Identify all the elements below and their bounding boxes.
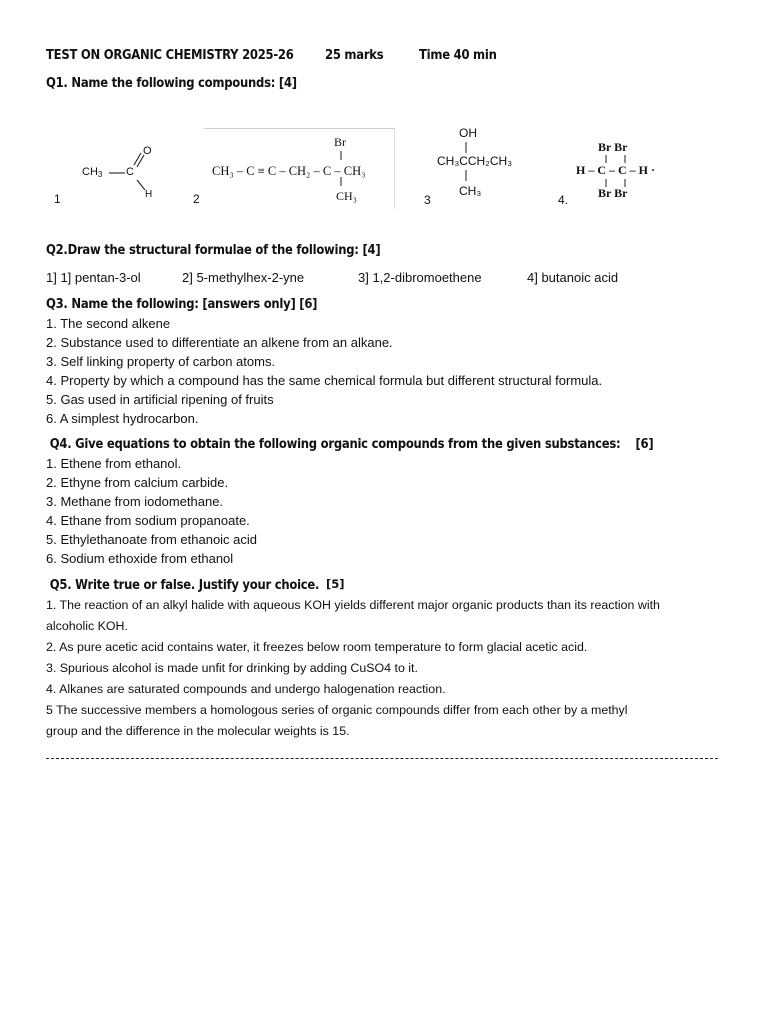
compound-2-structure (204, 128, 395, 209)
compound-2-bromine: Br (334, 135, 346, 149)
compound-3-structure (437, 124, 527, 204)
q4-item-6: 6. Sodium ethoxide from ethanol (46, 551, 234, 566)
compound-4-structure (576, 138, 666, 208)
q5-heading: Q5. Write true or false. Justify your choice. (46, 577, 327, 593)
compound-1-oxygen: O (143, 145, 152, 157)
compound-1-hydrogen: H (145, 189, 153, 200)
q1-label-4: 4. (558, 193, 569, 207)
time-limit: Time 40 min (419, 47, 497, 63)
q2-item-3: 3] 1,2-dibromoethene (358, 270, 482, 285)
q3-item-6: 6. A simplest hydrocarbon. (46, 411, 199, 426)
q2-heading: Q2.Draw the structural formulae of the following: [4] (46, 242, 381, 258)
q1-label-3: 3 (424, 193, 431, 207)
q1-label-2: 2 (193, 192, 200, 206)
q5-item-2: 2. As pure acetic acid contains water, it freezes below room temperature to form glacial acetic acid. (46, 640, 588, 654)
q3-heading: Q3. Name the following: [answers only] [6] (46, 296, 318, 312)
q4-list (46, 454, 257, 568)
q3-list (46, 314, 602, 428)
q3-item-3: 3. Self linking property of carbon atoms. (46, 354, 276, 369)
q5-marks: [5] (326, 577, 345, 591)
compound-4-bottom-bromines: Br Br (598, 186, 628, 200)
q1-label-1: 1 (54, 192, 61, 206)
compound-1-ch3: CH (82, 166, 98, 178)
q1-heading: Q1. Name the following compounds: [4] (46, 75, 297, 91)
q3-item-4: 4. Property by which a compound has the same chemical formula but different structural formula. (46, 373, 603, 388)
compound-4-chain: H – C – C – H · (576, 163, 656, 177)
q4-item-4: 4. Ethane from sodium propanoate. (46, 513, 250, 528)
q5-item-5-cont: group and the difference in the molecular weights is 15. (46, 724, 350, 738)
compound-1-structure (82, 140, 172, 206)
q2-item-1: 1] 1] pentan-3-ol (46, 270, 141, 285)
test-title: TEST ON ORGANIC CHEMISTRY 2025-26 (46, 47, 294, 63)
compound-3-hydroxyl: OH (459, 126, 477, 140)
q3-item-1: 1. The second alkene (46, 316, 171, 331)
q2-item-4: 4] butanoic acid (527, 270, 619, 285)
q5-item-1-cont: alcoholic KOH. (46, 619, 128, 633)
compound-2-chain: CH₃ – C ≡ C – CH₂ – C – CH₃ (212, 164, 366, 178)
compound-3-chain: CH₃CCH₂CH₃ (437, 154, 513, 168)
q2-item-2: 2] 5-methylhex-2-yne (182, 270, 305, 285)
q5-list (46, 595, 660, 742)
compound-1-ch3-sub: 3 (97, 170, 103, 179)
compound-2-bottom-methyl: CH₃ (336, 189, 357, 203)
q5-item-1: 1. The reaction of an alkyl halide with aqueous KOH yields different major organic products than its reaction with (46, 598, 660, 612)
q4-item-1: 1. Ethene from ethanol. (46, 456, 182, 471)
q5-item-5: 5 The successive members a homologous series of organic compounds differ from each other by a methyl (46, 703, 628, 717)
q4-item-5: 5. Ethylethanoate from ethanoic acid (46, 532, 258, 547)
q5-item-4: 4. Alkanes are saturated compounds and undergo halogenation reaction. (46, 682, 446, 696)
q3-item-5: 5. Gas used in artificial ripening of fruits (46, 392, 274, 407)
compound-4-top-bromines: Br Br (598, 140, 628, 154)
q3-item-2: 2. Substance used to differentiate an alkene from an alkane. (46, 335, 393, 350)
total-marks: 25 marks (325, 47, 384, 63)
q4-item-2: 2. Ethyne from calcium carbide. (46, 475, 229, 490)
q5-item-3: 3. Spurious alcohol is made unfit for drinking by adding CuSO4 to it. (46, 661, 418, 675)
q4-heading: Q4. Give equations to obtain the following organic compounds from the given substances: [6] (46, 436, 654, 452)
q4-item-3: 3. Methane from iodomethane. (46, 494, 224, 509)
q5-heading-row (46, 576, 372, 594)
compound-1-carbon: C (126, 166, 134, 178)
end-divider (46, 758, 718, 759)
compound-3-bottom-methyl: CH₃ (459, 184, 482, 198)
